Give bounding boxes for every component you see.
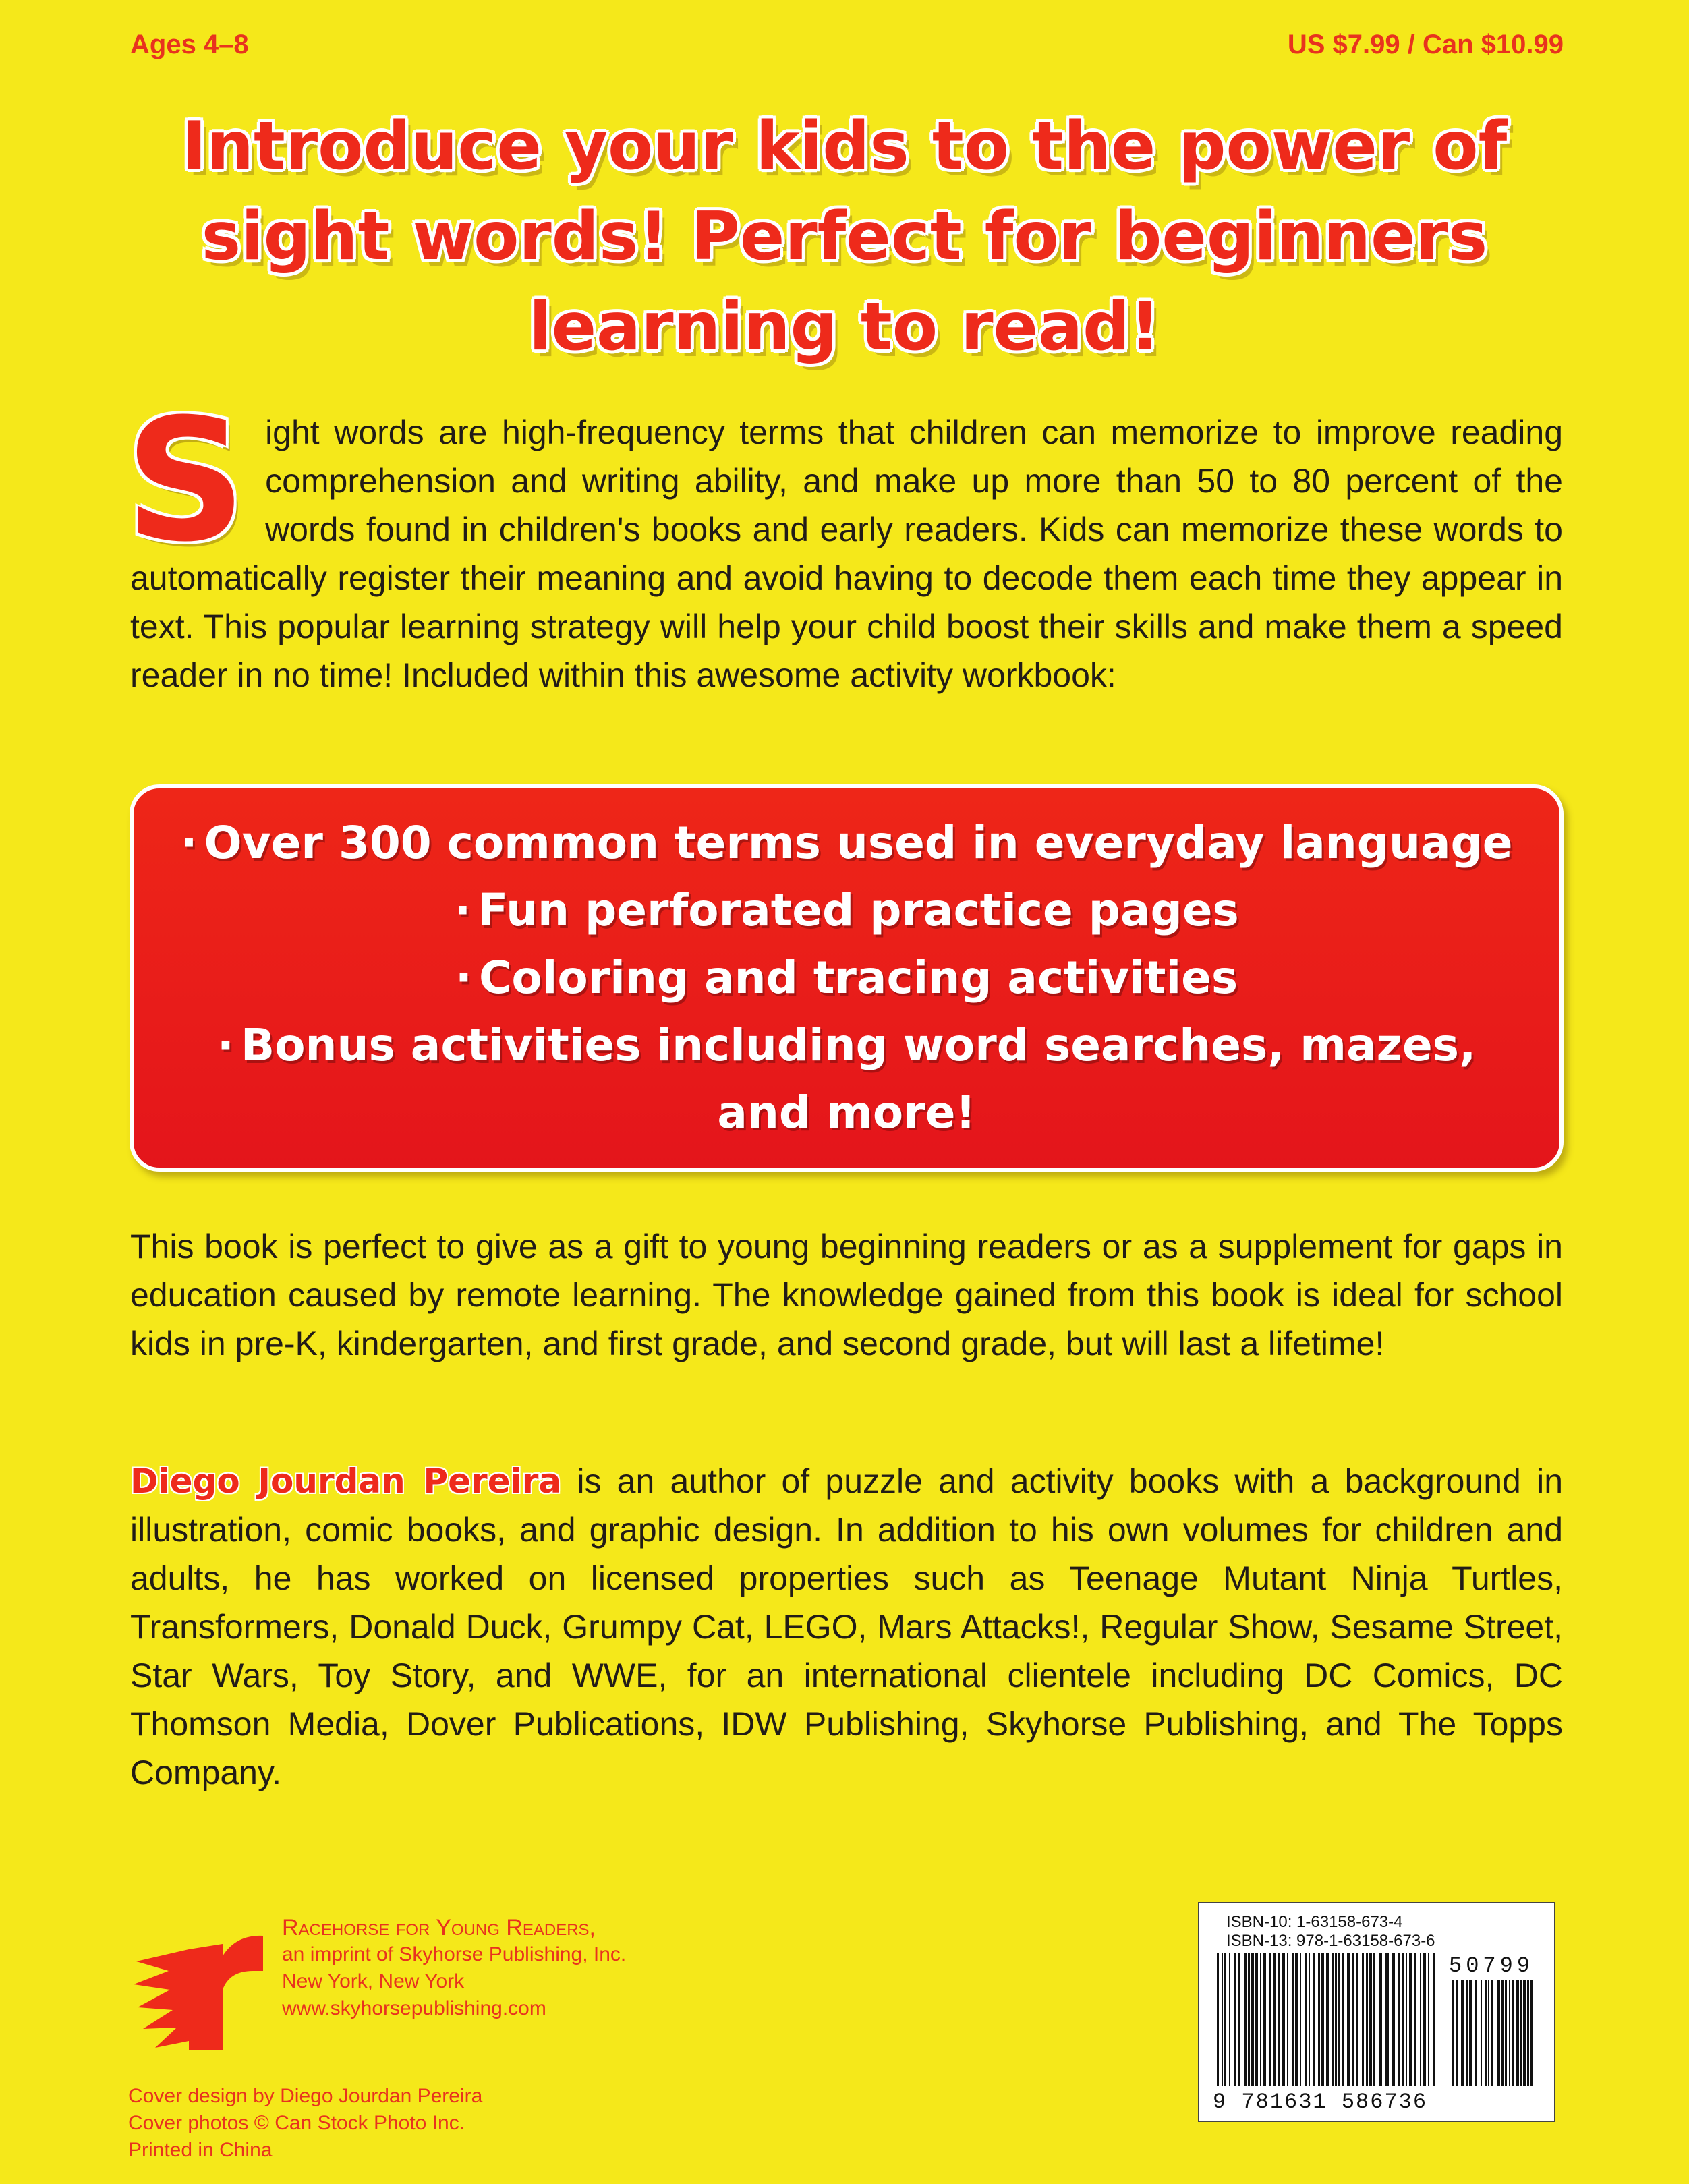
- publisher-name: Racehorse for Young Readers,: [282, 1915, 596, 1941]
- feature-item: [428, 944, 1265, 1012]
- feature-item: [153, 809, 1539, 877]
- feature-text: Coloring and tracing activities: [478, 952, 1238, 1004]
- author-bio-text: is an author of puzzle and activity books with a background in illustration, comic books, and graphic design. In addition to his own volumes for children and adults, he has worked on licensed properties such as Teenage Mutant Ninja Turtles, Transformers, Donald Duck, Grumpy Cat, LEGO, Mars Attacks!, Regular Show, Sesame Street, Star Wars, Toy Story, and WWE, for an international clientele including DC Comics, DC Thomson Media, Dover Publications, IDW Publishing, Skyhorse Publishing, and The Topps Company.: [130, 1462, 1563, 1791]
- barcode-panel: [1198, 1902, 1555, 2122]
- bullet-icon: ·: [454, 884, 471, 936]
- cover-credits: [128, 2083, 482, 2164]
- feature-text: Fun perforated practice pages: [478, 884, 1239, 936]
- bullet-icon: ·: [455, 952, 472, 1004]
- barcode-addon-number: 50799: [1448, 1953, 1534, 1978]
- age-range-label: Ages 4–8: [130, 30, 249, 59]
- intro-paragraph: [125, 382, 1563, 699]
- isbn-10: ISBN-10: 1-63158-673-4: [1226, 1913, 1403, 1931]
- publisher-info: [282, 1914, 626, 2022]
- author-bio: [130, 1457, 1563, 1797]
- credit-photos: Cover photos © Can Stock Photo Inc.: [128, 2112, 465, 2134]
- intro-text: ight words are high-frequency terms that children can memorize to improve reading comprehension and writing ability, and make up more than 50 to 80 percent of the words found in children's books and early readers. Kids can memorize these words to automatically register their meaning and avoid having to decode them each time they appear in text. This popular learning strategy will help your child boost their skills and make them a speed reader in no time! Included within this awesome activity workbook:: [130, 413, 1563, 694]
- credit-printed: Printed in China: [128, 2139, 273, 2161]
- feature-text: Bonus activities including word searches, mazes, and more!: [240, 1019, 1477, 1139]
- author-name: Diego Jourdan Pereira: [130, 1462, 562, 1501]
- feature-item: [427, 877, 1266, 944]
- price-label: US $7.99 / Can $10.99: [1287, 30, 1564, 59]
- publisher-imprint: an imprint of Skyhorse Publishing, Inc.: [282, 1943, 627, 1965]
- features-box: [130, 784, 1564, 1172]
- drop-cap: S: [125, 382, 247, 579]
- bullet-icon: ·: [180, 817, 198, 869]
- barcode-ean-number: 9 781631 586736: [1213, 2090, 1428, 2115]
- publisher-website: www.skyhorsepublishing.com: [282, 1997, 546, 2019]
- feature-text: Over 300 common terms used in everyday language: [204, 817, 1513, 869]
- gift-paragraph: This book is perfect to give as a gift to young beginning readers or as a supplement for gaps in education caused by remote learning. The knowledge gained from this book is ideal for school kids in pre-K, kindergarten, and first grade, and second grade, but will last a lifetime!: [130, 1228, 1563, 1362]
- bullet-icon: ·: [217, 1019, 234, 1071]
- publisher-location: New York, New York: [282, 1970, 465, 1992]
- headline: Introduce your kids to the power of sight words! Perfect for beginners learning to read!: [181, 108, 1508, 366]
- feature-item: [179, 1012, 1514, 1147]
- credit-design: Cover design by Diego Jourdan Pereira: [128, 2085, 483, 2107]
- racehorse-logo-icon: [128, 1909, 270, 2057]
- isbn-13: ISBN-13: 978-1-63158-673-6: [1226, 1932, 1435, 1950]
